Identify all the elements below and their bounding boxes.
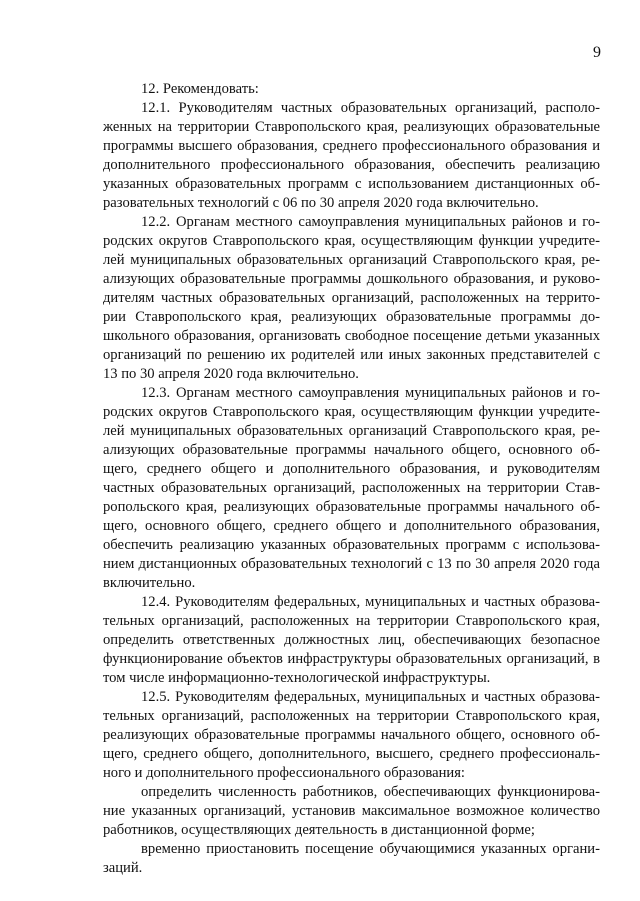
paragraph-12-1: 12.1. Руководителям частных образовательных организаций, расположенных на территории Ставропольского края, реализующих образовательные программы высшего образования, среднего профессионального образования и дополнительного профессионального образования, обеспечить реализацию указанных образовательных программ с использованием дистанционных образовательных технологий с 06 по 30 апреля 2020 года включительно.	[103, 100, 600, 211]
paragraph-12-5-item-1: определить численность работников, обеспечивающих функционирование указанных организаций, установив максимальное возможное количество работников, осуществляющих деятельность в дистанционной форме;	[103, 784, 600, 838]
page-number: 9	[593, 44, 601, 61]
paragraph-12-3: 12.3. Органам местного самоуправления муниципальных районов и городских округов Ставропольского края, осуществляющим функции учредителей муниципальных образовательных организаций Ставропольского края, реализующих образовательные программы начального общего, основного общего, среднего общего и дополнительного образования, и руководителям частных образовательных организаций, расположенных на территории Ставропольского края, реализующих образовательные программы начального общего, основного общего, среднего общего и дополнительного образования, обеспечить реализацию указанных образовательных программ с использованием дистанционных образовательных технологий с 13 по 30 апреля 2020 года включительно.	[103, 385, 600, 591]
paragraph-12-2: 12.2. Органам местного самоуправления муниципальных районов и городских округов Ставропольского края, осуществляющим функции учредителей муниципальных образовательных организаций Ставропольского края, реализующих образовательные программы дошкольного образования, и руководителям частных образовательных организаций, расположенных на территории Ставропольского края, реализующих образовательные программы дошкольного образования, организовать свободное посещение детьми указанных организаций по решению их родителей или иных законных представителей с 13 по 30 апреля 2020 года включительно.	[103, 214, 600, 382]
paragraph-12-5: 12.5. Руководителям федеральных, муниципальных и частных образовательных организаций, расположенных на территории Ставропольского края, реализующих образовательные программы начального общего, основного общего, среднего общего, дополнительного, высшего, среднего профессионального и дополнительного профессионального образования:	[103, 689, 600, 781]
paragraph-12: 12. Рекомендовать:	[141, 81, 259, 97]
document-body	[103, 80, 600, 878]
paragraph-12-4: 12.4. Руководителям федеральных, муниципальных и частных образовательных организаций, расположенных на территории Ставропольского края, определить ответственных должностных лиц, обеспечивающих безопасное функционирование объектов инфраструктуры образовательных организаций, в том числе информационно-технологической инфраструктуры.	[103, 594, 600, 686]
paragraph-12-5-item-2: временно приостановить посещение обучающимися указанных организаций.	[103, 841, 600, 876]
